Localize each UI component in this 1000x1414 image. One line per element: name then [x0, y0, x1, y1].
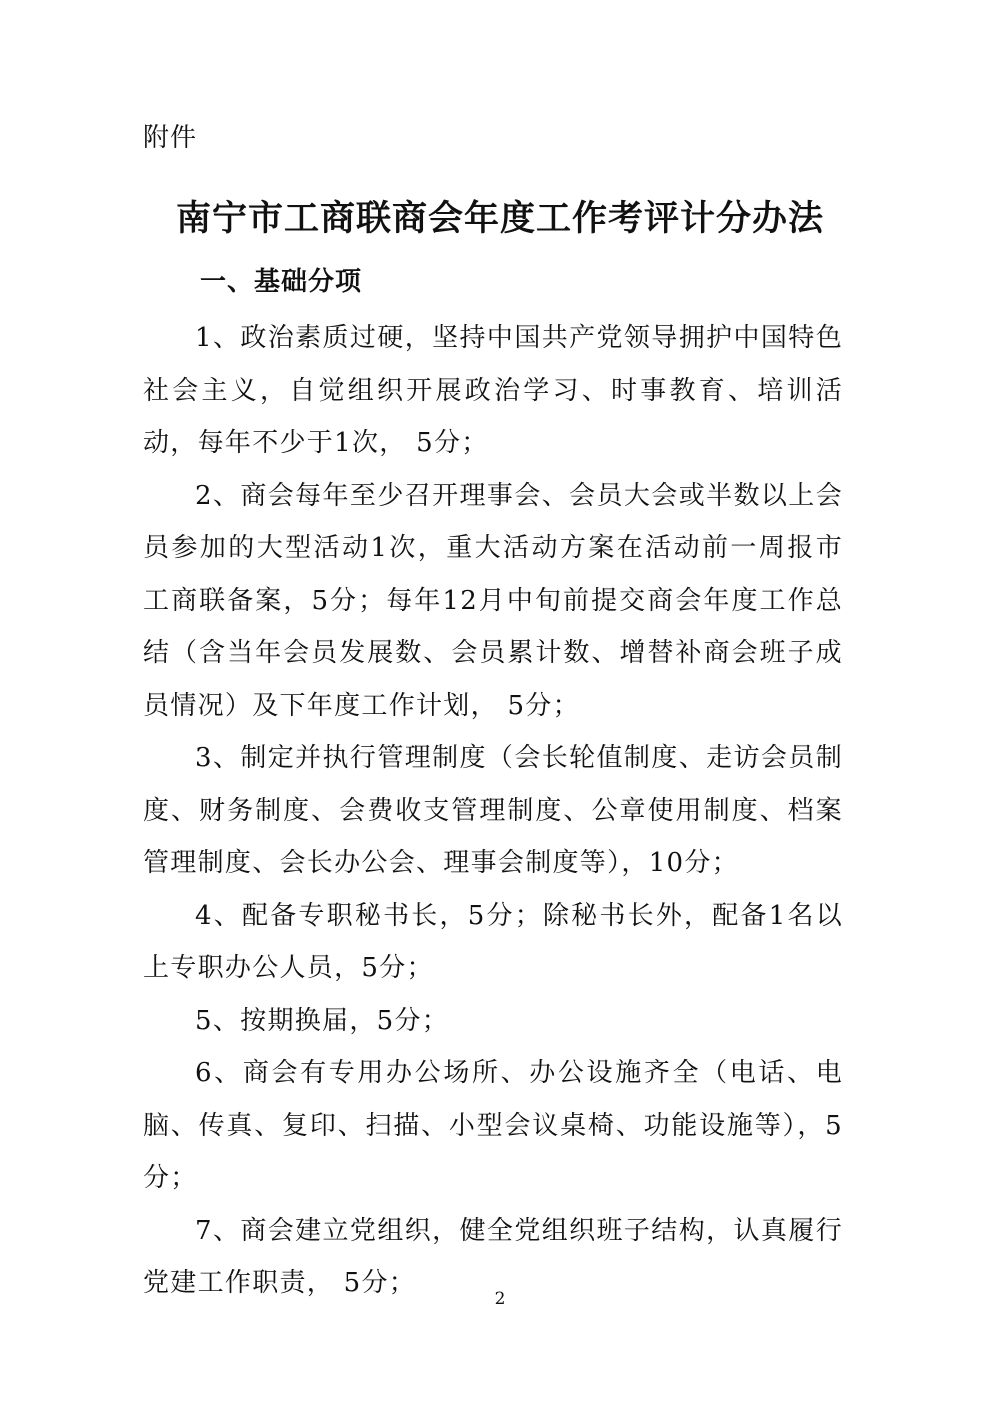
document-title: 南宁市工商联商会年度工作考评计分办法 — [175, 199, 824, 239]
list-item: 4、配备专职秘书长，5分；除秘书长外，配备1名以上专职办公人员，5分； — [143, 900, 843, 983]
list-item: 7、商会建立党组织，健全党组织班子结构，认真履行党建工作职责， 5分； — [143, 1215, 843, 1298]
page-number: 2 — [494, 1289, 506, 1309]
list-item: 2、商会每年至少召开理事会、会员大会或半数以上会员参加的大型活动1次，重大活动方案在活动前一周报市工商联备案，5分；每年12月中旬前提交商会年度工作总结（含当年会员发展数、会员累计数、增替补商会班子成员情况）及下年度工作计划， 5分； — [143, 480, 843, 721]
attachment-label: 附件 — [143, 123, 198, 153]
list-item: 5、按期换届，5分； — [195, 1005, 450, 1036]
list-item: 3、制定并执行管理制度（会长轮值制度、走访会员制度、财务制度、会费收支管理制度、公章使用制度、档案管理制度、会长办公会、理事会制度等），10分； — [143, 743, 843, 878]
list-item: 6、商会有专用办公场所、办公设施齐全（电话、电脑、传真、复印、扫描、小型会议桌椅、功能设施等），5分； — [143, 1058, 843, 1193]
list-item: 1、政治素质过硬，坚持中国共产党领导拥护中国特色社会主义，自觉组织开展政治学习、时事教育、培训活动，每年不少于1次， 5分； — [143, 323, 843, 458]
document-body — [143, 312, 843, 1310]
section-heading: 一、基础分项 — [200, 267, 363, 297]
